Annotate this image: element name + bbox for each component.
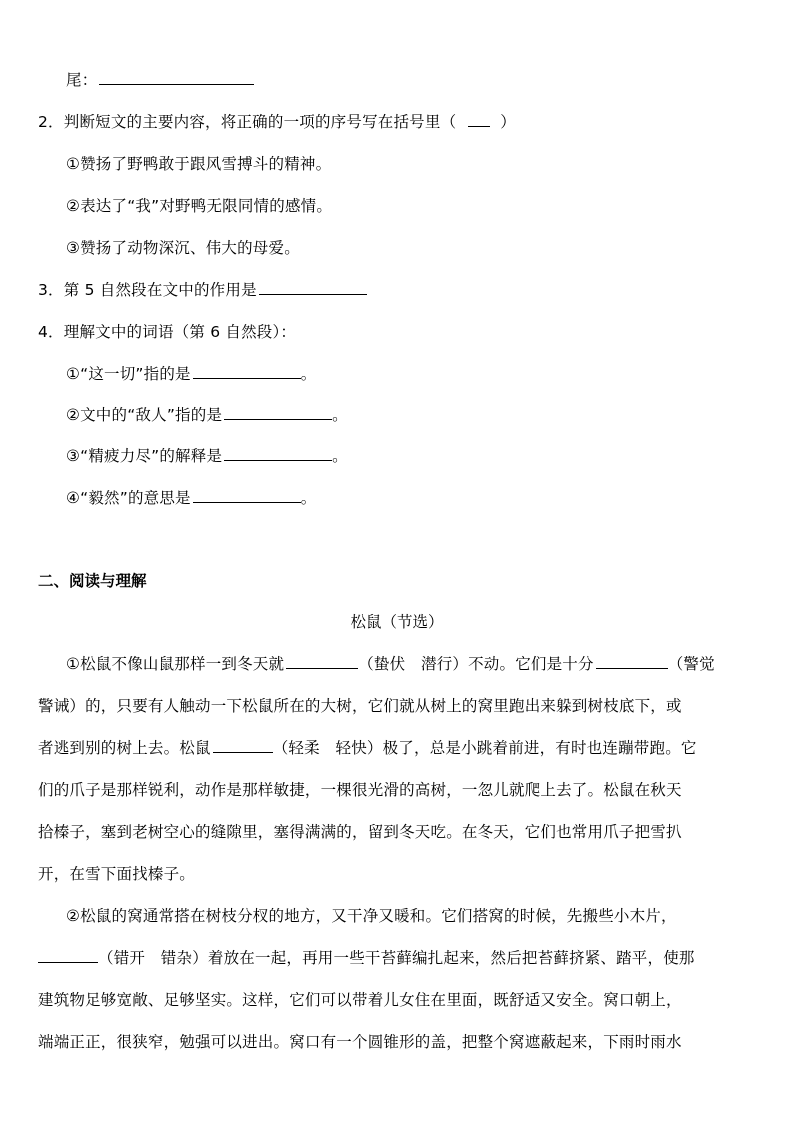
q4-item-1 (66, 364, 316, 384)
passage-line-1-a: ①松鼠不像山鼠那样一到冬天就 (66, 655, 285, 673)
passage-line-1-b: （蛰伏 潜行）不动。它们是十分 (358, 655, 594, 673)
q4-item-3-blank[interactable] (224, 446, 332, 461)
passage-line-3-b: （轻柔 轻快）极了，总是小跳着前进，有时也连蹦带跑。它 (272, 739, 697, 757)
passage-title: 松鼠（节选） (350, 613, 444, 631)
q4-item-2-end: 。 (332, 406, 348, 424)
q4-item-2-text: ②文中的“敌人”指的是 (66, 406, 223, 424)
q1-tail-blank[interactable] (99, 70, 254, 85)
q4-item-1-blank[interactable] (193, 364, 301, 379)
q2-prompt: 2．判断短文的主要内容，将正确的一项的序号写在括号里（ (38, 113, 457, 131)
q4-item-3-text: ③“精疲力尽”的解释是 (66, 447, 223, 465)
q2-close-paren: ） (500, 113, 516, 131)
passage-blank-1[interactable] (286, 654, 358, 669)
passage-line-8-a: （错开 错杂）着放在一起，再用一些干苔藓编扎起来，然后把苔藓挤紧、踏平，使那 (98, 949, 695, 967)
q4-item-3 (66, 446, 348, 466)
q4-item-4-blank[interactable] (193, 488, 301, 503)
passage-blank-3[interactable] (213, 738, 273, 753)
q2-option-3: ③赞扬了动物深沉、伟大的母爱。 (66, 239, 300, 257)
passage-line-4: 们的爪子是那样锐利，动作是那样敏捷，一棵很光滑的高树，一忽儿就爬上去了。松鼠在秋天 (38, 781, 682, 799)
q2-prompt-line (38, 112, 516, 132)
q3-prompt: 3．第 5 自然段在文中的作用是 (38, 281, 257, 299)
passage-blank-4[interactable] (38, 948, 98, 963)
q3-line (38, 280, 367, 300)
q4-item-1-end: 。 (300, 365, 317, 383)
passage-line-10: 端端正正，很狭窄，勉强可以进出。窝口有一个圆锥形的盖，把整个窝遮蔽起来，下雨时雨水 (38, 1033, 682, 1051)
q2-option-1: ①赞扬了野鸭敢于跟风雪搏斗的精神。 (66, 155, 332, 173)
passage-line-6: 开，在雪下面找榛子。 (38, 865, 196, 883)
q4-item-4-text: ④“毅然”的意思是 (66, 489, 191, 507)
passage-line-1-c: （警觉 (667, 655, 715, 673)
q2-option-2: ②表达了“我”对野鸭无限同情的感情。 (66, 197, 333, 215)
q4-item-2-blank[interactable] (224, 405, 332, 420)
passage-line-5: 拾榛子，塞到老树空心的缝隙里，塞得满满的，留到冬天吃。在冬天，它们也常用爪子把雪扒 (38, 823, 682, 841)
q3-answer-blank[interactable] (259, 280, 367, 295)
passage-line-1 (66, 654, 786, 674)
passage-line-3 (38, 738, 758, 758)
passage-line-9: 建筑物足够宽敞、足够坚实。这样，它们可以带着儿女住在里面，既舒适又安全。窝口朝上， (38, 991, 682, 1009)
q4-item-4-end: 。 (300, 489, 317, 507)
q4-item-3-end: 。 (332, 447, 348, 465)
q1-tail-label: 尾： (66, 71, 98, 89)
passage-line-3-a: 者逃到别的树上去。松鼠 (38, 739, 211, 757)
q4-item-1-text: ①“这一切”指的是 (66, 365, 191, 383)
q4-item-2 (66, 405, 348, 425)
section-2-title: 二、阅读与理解 (38, 572, 147, 590)
q2-answer-blank[interactable] (468, 112, 490, 127)
passage-blank-2[interactable] (596, 654, 668, 669)
q1-tail-line (66, 70, 254, 90)
passage-line-2: 警诫）的，只要有人触动一下松鼠所在的大树，它们就从树上的窝里跑出来躲到树枝底下，或 (38, 697, 682, 715)
passage-line-8 (38, 948, 758, 968)
passage-line-7: ②松鼠的窝通常搭在树枝分杈的地方，又干净又暖和。它们搭窝的时候，先搬些小木片， (66, 907, 677, 925)
q4-prompt: 4．理解文中的词语（第 6 自然段）： (38, 323, 297, 341)
q4-item-4 (66, 488, 316, 508)
